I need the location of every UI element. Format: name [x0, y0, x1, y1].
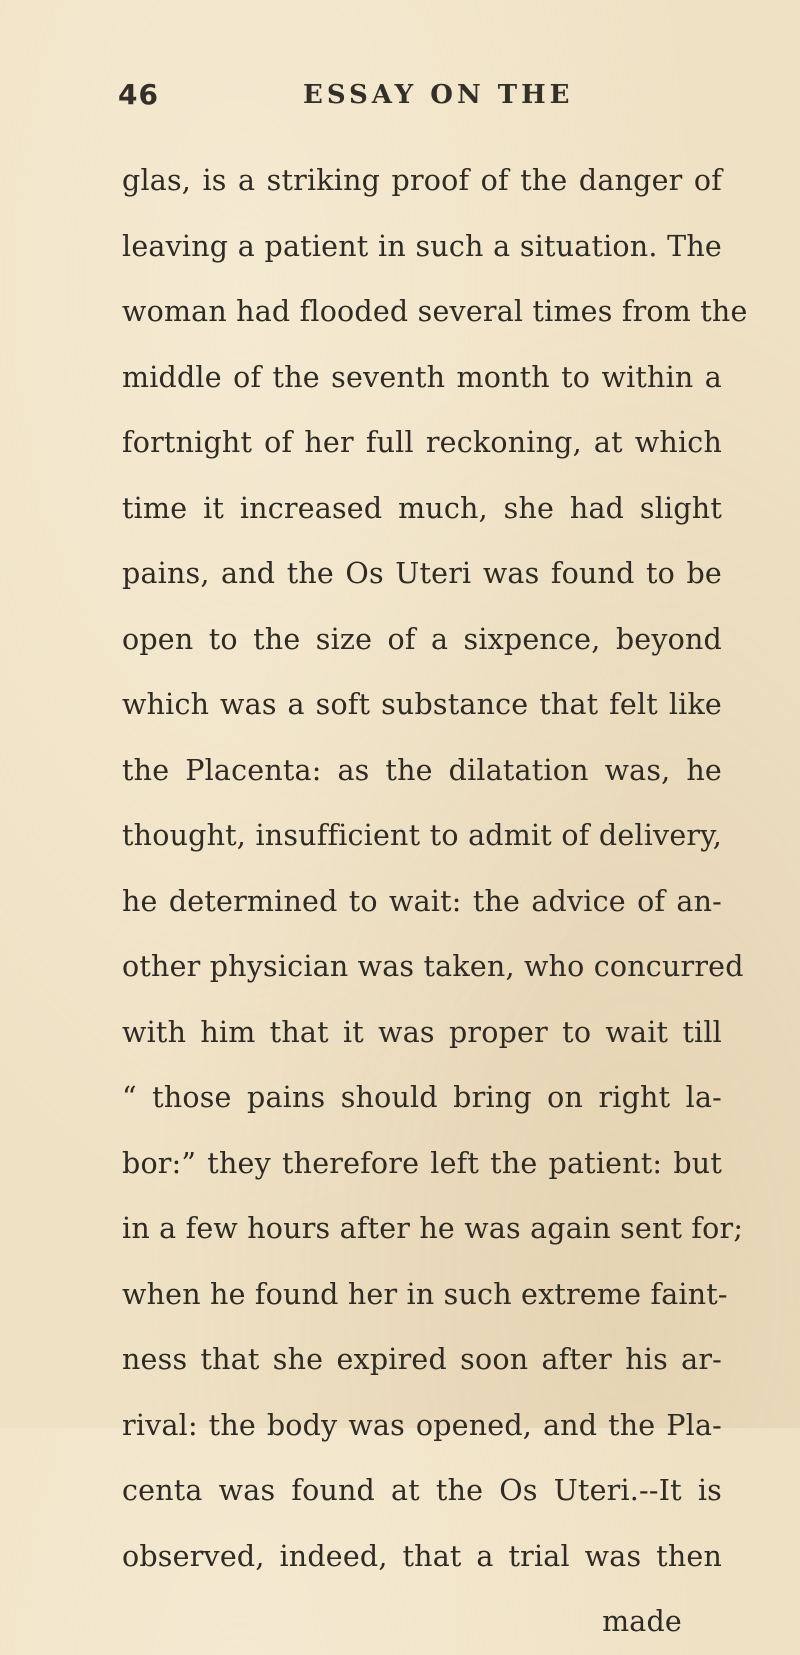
text-line: when he found her in such extreme faint- [122, 1277, 728, 1311]
text-line: middle of the seventh month to within a [122, 360, 722, 394]
text-line: with him that it was proper to wait till [122, 1015, 722, 1049]
text-line: thought, insufficient to admit of delivery, [122, 819, 722, 852]
text-line: the Placenta: as the dilatation was, he [122, 753, 722, 787]
running-title: ESSAY ON THE [303, 80, 574, 110]
text-line: which was a soft substance that felt like [122, 688, 722, 721]
text-line: bor:” they therefore left the patient: but [122, 1146, 722, 1180]
catchword: made [602, 1605, 682, 1638]
body-text [122, 148, 748, 1655]
text-line: centa was found at the Os Uteri.--It is [122, 1474, 722, 1507]
text-line: woman had flooded several times from the [122, 295, 748, 328]
text-line: “ those pains should bring on right la- [122, 1081, 722, 1114]
text-line: glas, is a striking proof of the danger of [122, 164, 722, 197]
text-line: pains, and the Os Uteri was found to be [122, 557, 722, 590]
text-line: in a few hours after he was again sent for; [122, 1212, 744, 1245]
text-line: open to the size of a sixpence, beyond [122, 622, 722, 656]
text-line: rival: the body was opened, and the Pla- [122, 1408, 722, 1442]
text-line: other physician was taken, who concurred [122, 950, 744, 983]
page-number: 46 [118, 78, 159, 111]
text-line: he determined to wait: the advice of an- [122, 884, 722, 918]
page-header [118, 78, 678, 128]
text-line: observed, indeed, that a trial was then [122, 1539, 722, 1573]
text-line: ness that she expired soon after his ar- [122, 1343, 722, 1376]
text-line: time it increased much, she had slight [122, 491, 722, 525]
text-line: fortnight of her full reckoning, at which [122, 426, 722, 459]
text-line: leaving a patient in such a situation. The [122, 229, 722, 263]
